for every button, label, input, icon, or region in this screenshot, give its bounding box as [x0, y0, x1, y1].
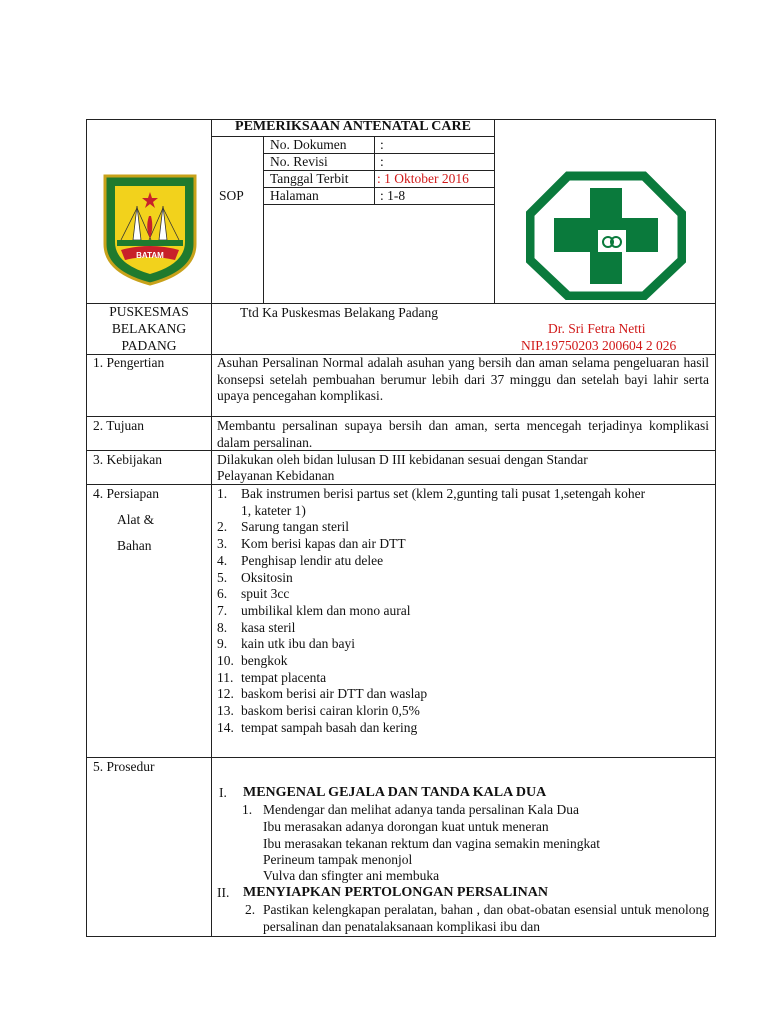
- equipment-item-number: 10.: [217, 653, 234, 668]
- procedure-heading-2-number: II.: [217, 885, 230, 900]
- equipment-item-text: Oksitosin: [241, 569, 293, 585]
- equipment-item-text: Kom berisi kapas dan air DTT: [241, 536, 406, 552]
- equipment-item-text: Sarung tangan steril: [241, 519, 349, 535]
- table-border-left: [86, 119, 87, 937]
- meta-value-no-dokumen: :: [380, 137, 384, 152]
- pengertian-text: Asuhan Persalinan Normal adalah asuhan yang bersih dan aman selama pengeluaran hasil konsepsi setelah pembuahan berumur lebih dari 37 minggu dan setelah bayi lahir serta upaya pencegahan komplikasi.: [217, 355, 709, 403]
- meta-label-tanggal-terbit: Tanggal Terbit: [270, 171, 349, 186]
- org-name-line-3: PADANG: [121, 338, 177, 353]
- persiapan-label-line-3: Bahan: [117, 538, 152, 553]
- signature-title: Ttd Ka Puskesmas Belakang Padang: [240, 305, 438, 320]
- equipment-item-number: 4.: [217, 552, 228, 568]
- equipment-item-number: 12.: [217, 686, 234, 702]
- equipment-item-text: baskom berisi air DTT dan waslap: [241, 686, 428, 702]
- meta-value-no-revisi: :: [380, 154, 384, 169]
- equipment-item-number: 13.: [217, 703, 234, 719]
- equipment-item-number: 11.: [217, 669, 234, 685]
- meta-label-no-dokumen: No. Dokumen: [270, 137, 347, 152]
- sop-divider: [263, 136, 264, 304]
- title-underline: [211, 136, 495, 137]
- col-divider-left: [211, 119, 212, 937]
- meta-value-tanggal-terbit: : 1 Oktober 2016: [377, 171, 469, 186]
- org-name-line-1: PUSKESMAS: [109, 304, 189, 319]
- org-name-line-2: BELAKANG: [111, 321, 187, 336]
- meta-label-halaman: Halaman: [270, 188, 319, 203]
- tujuan-label: 2. Tujuan: [93, 418, 145, 433]
- equipment-item-number: 6.: [217, 586, 228, 602]
- signer-name: Dr. Sri Fetra Netti: [548, 321, 646, 336]
- kebijakan-text-line-2: Pelayanan Kebidanan: [217, 468, 335, 483]
- equipment-item-text: tempat sampah basah dan kering: [241, 719, 418, 735]
- table-border-right: [715, 119, 716, 937]
- row-line-4: [86, 484, 716, 485]
- signer-nip: NIP.19750203 200604 2 026: [521, 338, 677, 353]
- procedure-heading-1: MENGENAL GEJALA DAN TANDA KALA DUA: [243, 785, 547, 800]
- meta-label-no-revisi: No. Revisi: [270, 154, 328, 169]
- meta-value-halaman: : 1-8: [380, 188, 406, 203]
- kebijakan-text-line-1: Dilakukan oleh bidan lulusan D III kebidanan sesuai dengan Standar: [217, 452, 588, 467]
- procedure-step-1-line-2: Ibu merasakan tekanan rektum dan vagina semakin meningkat: [263, 836, 601, 851]
- procedure-step-1-line-4: Vulva dan sfingter ani membuka: [263, 868, 440, 883]
- kebijakan-label: 3. Kebijakan: [93, 452, 162, 467]
- equipment-item-text: Bak instrumen berisi partus set (klem 2,gunting tali pusat 1,setengah koher: [241, 486, 646, 501]
- equipment-item-text: tempat placenta: [241, 669, 327, 685]
- equipment-item-number: 5.: [217, 569, 228, 585]
- col-divider-title: [494, 119, 495, 304]
- sop-label: SOP: [219, 188, 244, 203]
- table-border-bottom: [86, 936, 716, 937]
- equipment-item-text: umbilikal klem dan mono aural: [241, 602, 411, 618]
- equipment-item-number: 8.: [217, 619, 228, 635]
- equipment-item-number: 14.: [217, 719, 234, 735]
- equipment-item-text: Penghisap lendir atu delee: [241, 552, 384, 568]
- equipment-item-text: kasa steril: [241, 619, 296, 635]
- puskesmas-logo: [526, 170, 686, 300]
- equipment-item-text: bengkok: [241, 653, 288, 668]
- persiapan-label-line-1: 4. Persiapan: [93, 486, 159, 501]
- tujuan-text: Membantu persalinan supaya bersih dan aman, serta mencegah terjadinya komplikasi dalam persalinan.: [217, 418, 709, 450]
- procedure-step-1-number: 1.: [242, 802, 253, 817]
- row-line-2: [86, 416, 716, 417]
- document-title: PEMERIKSAAN ANTENATAL CARE: [235, 119, 471, 134]
- equipment-item-text: baskom berisi cairan klorin 0,5%: [241, 703, 420, 719]
- persiapan-label-line-2: Alat &: [117, 512, 155, 527]
- equipment-item-number: 7.: [217, 602, 228, 618]
- equipment-item-continuation: 1, kateter 1): [241, 502, 306, 518]
- batam-logo-text: BATAM: [136, 251, 164, 260]
- equipment-item-text: kain utk ibu dan bayi: [241, 636, 355, 652]
- procedure-step-2: Pastikan kelengkapan peralatan, bahan , dan obat-obatan esensial untuk menolong persalinan dan penatalaksanaan komplikasi ibu dan: [263, 902, 709, 934]
- procedure-step-2-number: 2.: [245, 902, 256, 917]
- procedure-step-1-line-1: Ibu merasakan adanya dorongan kuat untuk meneran: [263, 819, 549, 834]
- equipment-item-number: 3.: [217, 536, 228, 552]
- procedure-heading-2: MENYIAPKAN PERTOLONGAN PERSALINAN: [243, 885, 548, 900]
- row-line-5: [86, 757, 716, 758]
- equipment-item-number: 2.: [217, 519, 228, 535]
- equipment-item-number: 1.: [217, 486, 228, 501]
- procedure-heading-1-number: I.: [219, 785, 227, 800]
- prosedur-label: 5. Prosedur: [93, 759, 155, 774]
- procedure-step-1-line-3: Perineum tampak menonjol: [263, 852, 413, 867]
- pengertian-label: 1. Pengertian: [93, 355, 165, 370]
- batam-city-logo: [99, 172, 201, 288]
- equipment-item-text: spuit 3cc: [241, 586, 290, 602]
- procedure-step-1: Mendengar dan melihat adanya tanda persalinan Kala Dua: [263, 802, 579, 817]
- equipment-item-number: 9.: [217, 636, 228, 652]
